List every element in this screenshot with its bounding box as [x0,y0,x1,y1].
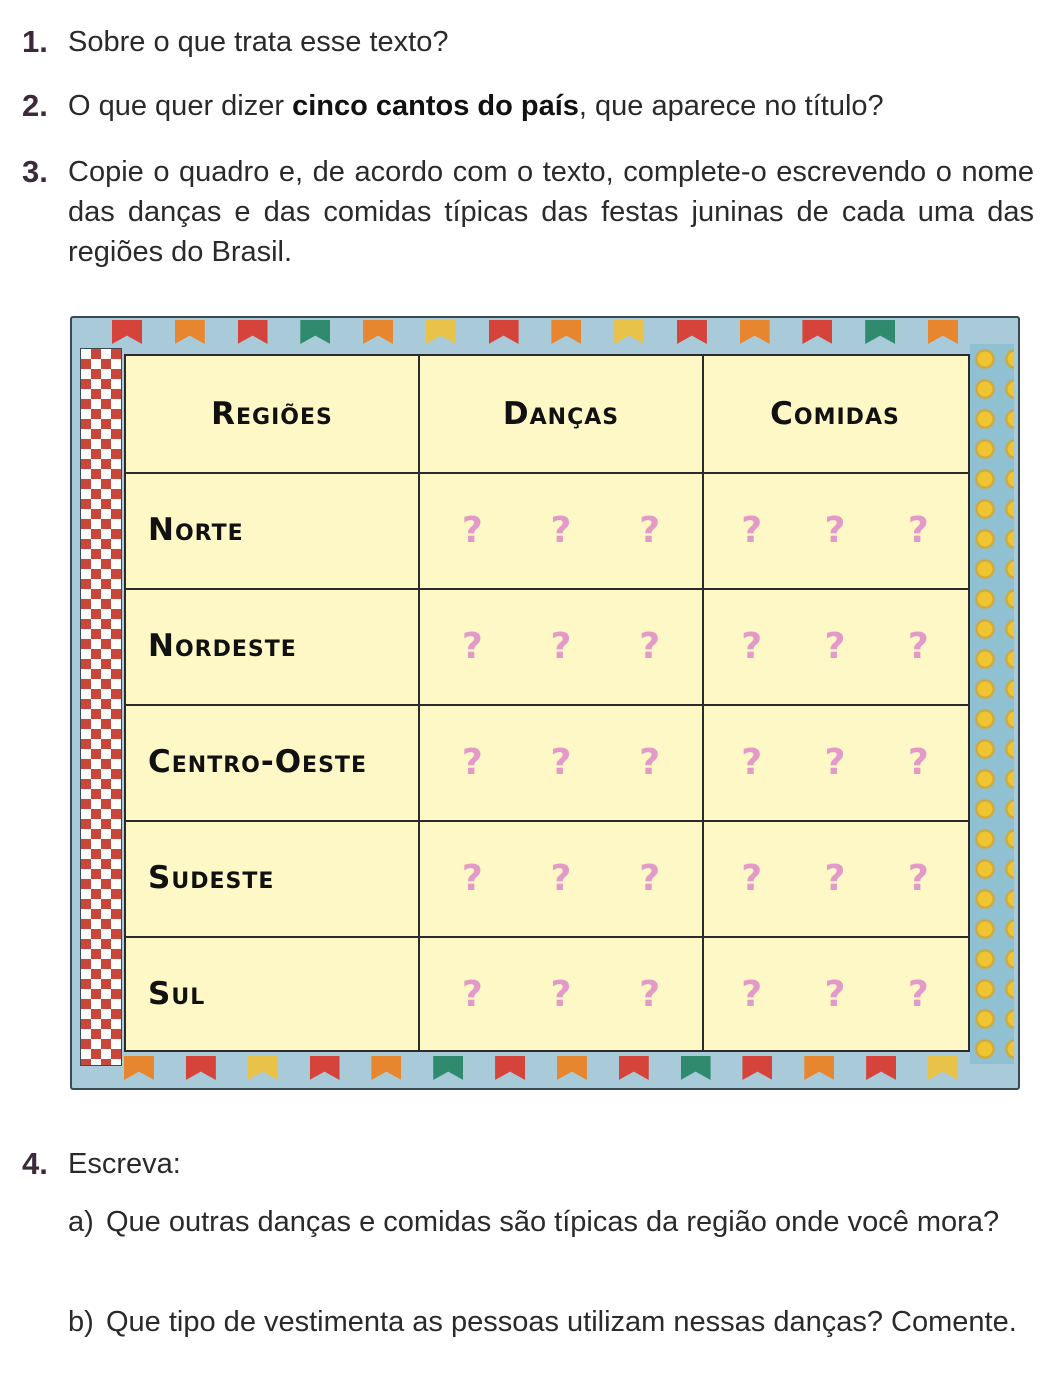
regions-table [124,354,970,1052]
table-header-row [126,356,968,474]
flag-icon [740,320,770,344]
flag-icon [681,1056,711,1080]
foods-cell [702,704,968,820]
question-number: 4. [22,1146,48,1181]
foods-cell [702,472,968,588]
header-cell [420,356,704,472]
region-label: Sul [148,976,206,1012]
foods-cell [702,820,968,936]
placeholder-mark: ? [741,741,763,783]
placeholder-mark: ? [824,741,846,783]
region-cell [126,820,420,936]
flag-icon [866,1056,896,1080]
placeholder-mark: ? [824,857,846,899]
table-row [126,820,968,938]
header-label: Danças [502,396,620,432]
question-number: 3. [22,154,48,189]
placeholder-mark: ? [639,509,661,551]
region-label: Norte [148,512,244,548]
placeholder-mark: ? [907,509,929,551]
question-text: Escreva: [68,1148,181,1180]
dances-cell [420,704,704,820]
region-cell [126,704,420,820]
foods-cell [702,588,968,704]
placeholder-mark: ? [741,509,763,551]
header-cell [126,356,420,472]
dances-cell [420,936,704,1052]
placeholder-mark: ? [907,857,929,899]
dances-cell [420,472,704,588]
flag-icon [175,320,205,344]
bunting-top [112,320,958,348]
placeholder-mark: ? [741,857,763,899]
table-row [126,936,968,1052]
placeholder-mark: ? [741,625,763,667]
placeholder-mark: ? [461,509,483,551]
dances-cell [420,588,704,704]
table-row [126,472,968,590]
placeholder-mark: ? [461,741,483,783]
flag-icon [551,320,581,344]
subquestion-label: b) [68,1306,94,1338]
subquestion-label: a) [68,1206,94,1238]
question-text-part: , que aparece no título? [578,90,884,122]
table-row [126,704,968,822]
table-row [126,588,968,706]
region-cell [126,588,420,704]
foods-cell [702,936,968,1052]
placeholder-mark: ? [550,625,572,667]
flag-icon [371,1056,401,1080]
flag-icon [426,320,456,344]
question-text: Sobre o que trata esse texto? [68,26,449,58]
bunting-bottom [124,1056,958,1084]
placeholder-mark: ? [639,625,661,667]
flag-icon [865,320,895,344]
header-cell [702,356,968,472]
placeholder-mark: ? [741,973,763,1015]
dances-cell [420,820,704,936]
placeholder-mark: ? [550,973,572,1015]
placeholder-mark: ? [550,509,572,551]
question-emphasis: cinco cantos do país [292,90,579,122]
question-number: 2. [22,88,48,123]
flag-icon [238,320,268,344]
flag-icon [489,320,519,344]
header-label: Regiões [211,396,333,432]
flag-icon [248,1056,278,1080]
placeholder-mark: ? [550,741,572,783]
placeholder-mark: ? [824,625,846,667]
placeholder-mark: ? [824,973,846,1015]
region-cell [126,472,420,588]
question-text-part: O que quer dizer [68,90,293,122]
flag-icon [802,320,832,344]
placeholder-mark: ? [639,741,661,783]
region-label: Nordeste [148,628,297,664]
flag-icon [112,320,142,344]
question-text [68,86,1034,126]
question-number: 1. [22,24,48,59]
placeholder-mark: ? [907,973,929,1015]
flag-icon [614,320,644,344]
flower-border [970,344,1014,1064]
flag-icon [557,1056,587,1080]
flag-icon [804,1056,834,1080]
region-label: Sudeste [148,860,275,896]
subquestion-text: Que outras danças e comidas são típicas da região onde você mora? [106,1206,1000,1238]
flag-icon [677,320,707,344]
placeholder-mark: ? [907,741,929,783]
placeholder-mark: ? [824,509,846,551]
flag-icon [310,1056,340,1080]
placeholder-mark: ? [461,973,483,1015]
flag-icon [928,1056,958,1080]
festive-table-frame [70,316,1020,1090]
flag-icon [363,320,393,344]
flag-icon [928,320,958,344]
placeholder-mark: ? [907,625,929,667]
flag-icon [433,1056,463,1080]
placeholder-mark: ? [461,625,483,667]
header-label: Comidas [770,396,900,432]
flag-icon [124,1056,154,1080]
flag-icon [742,1056,772,1080]
placeholder-mark: ? [639,973,661,1015]
checkered-border [80,348,122,1066]
flag-icon [619,1056,649,1080]
region-cell [126,936,420,1052]
placeholder-mark: ? [550,857,572,899]
placeholder-mark: ? [639,857,661,899]
placeholder-mark: ? [461,857,483,899]
flag-icon [495,1056,525,1080]
subquestion-text: Que tipo de vestimenta as pessoas utilizam nessas danças? Comente. [106,1306,1017,1338]
flag-icon [300,320,330,344]
flag-icon [186,1056,216,1080]
question-text: Copie o quadro e, de acordo com o texto, complete-o escrevendo o nome das danças e das comidas típicas das festas juninas de cada uma das regiões do Brasil. [68,156,1034,268]
region-label: Centro-Oeste [148,744,367,780]
